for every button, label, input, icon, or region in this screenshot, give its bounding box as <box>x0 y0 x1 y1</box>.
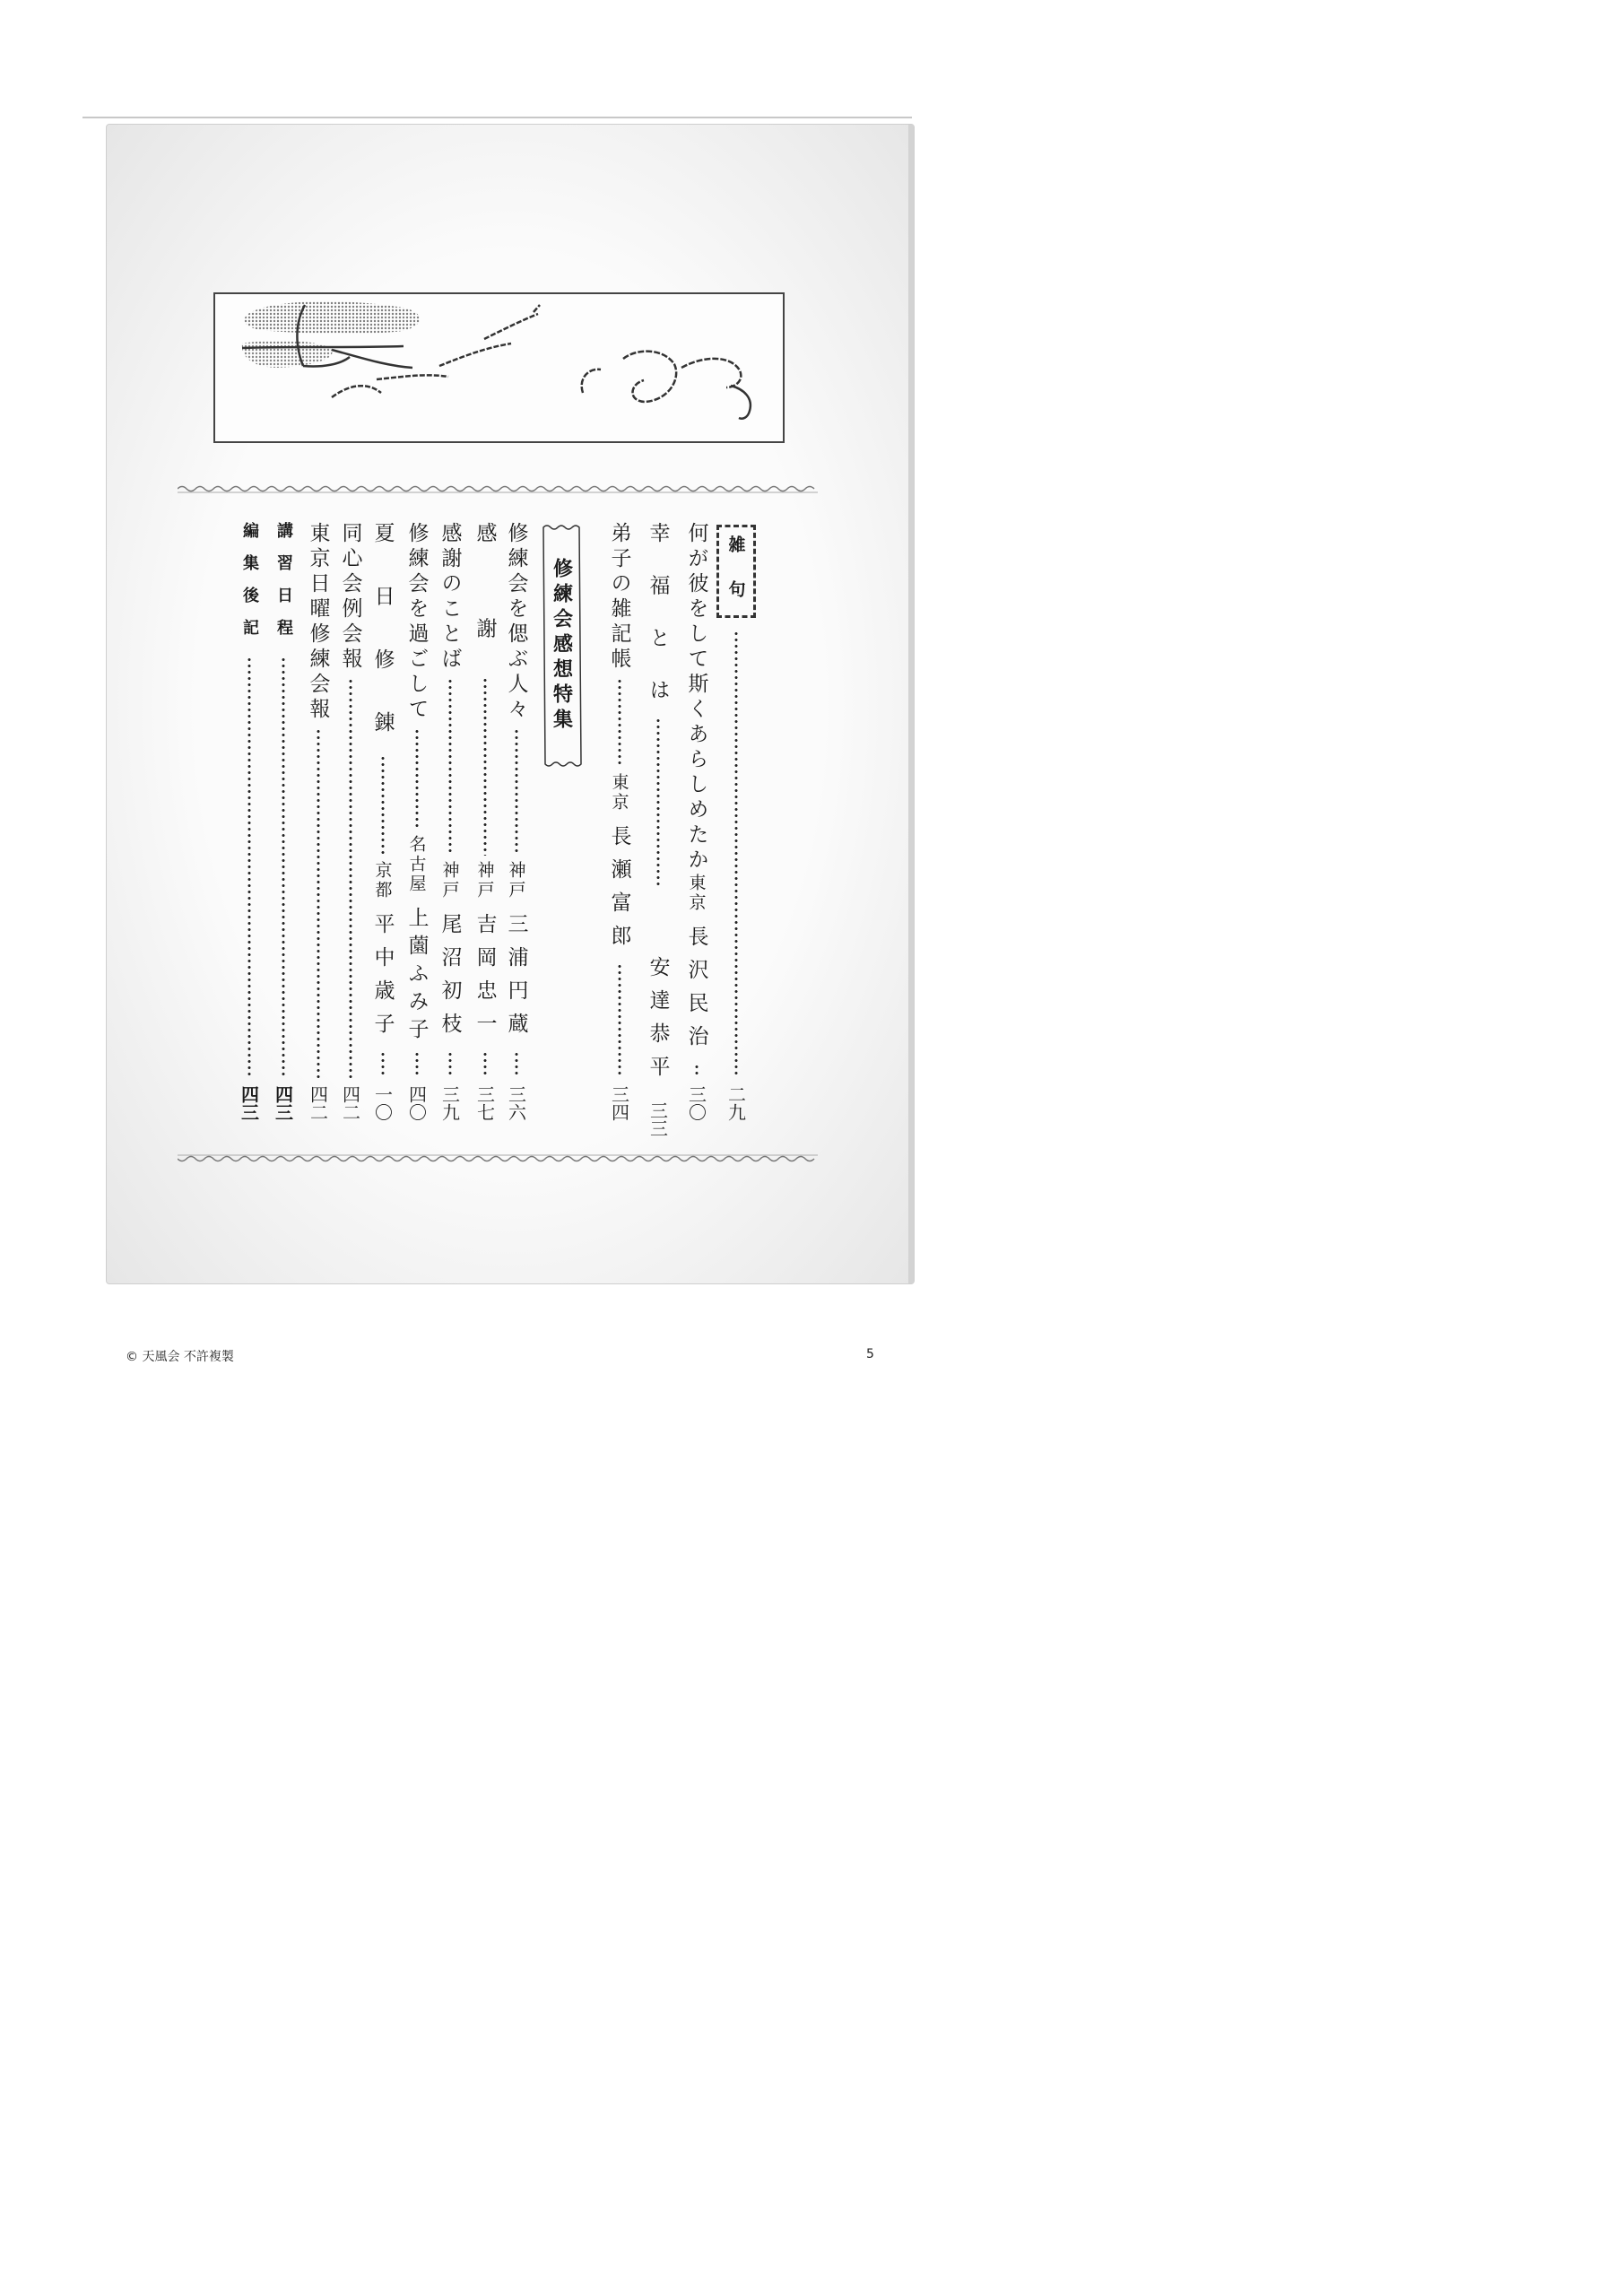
entry-author: 長沢民治 <box>684 926 708 1058</box>
page-number: 三〇 <box>685 1085 707 1121</box>
entry-title: 修練会を偲ぶ人々 <box>504 522 528 723</box>
toc-entry[interactable] <box>233 522 265 1121</box>
toc-entry[interactable] <box>469 522 501 1121</box>
entry-title: 何が彼をして斯くあらしめたか <box>684 522 708 874</box>
leader-dots <box>434 678 466 856</box>
entry-title: 東京日曜修練会報 <box>306 522 330 723</box>
leader-dots <box>233 657 265 1078</box>
wavy-rule-top <box>178 483 818 494</box>
section-label-text: 雑 句 <box>725 535 746 608</box>
entry-city: 神戸 <box>506 861 526 900</box>
entry-city: 名古屋 <box>406 835 427 894</box>
leader-dots <box>603 963 636 1078</box>
entry-author: 上薗ふみ子 <box>404 907 429 1046</box>
copyright-footer: © 天風会 不許複製 <box>126 1350 234 1364</box>
section-label-tokushu <box>536 522 586 770</box>
toc-entry[interactable] <box>500 522 533 1121</box>
page-top-rule <box>82 117 912 118</box>
toc-entry[interactable] <box>434 522 466 1121</box>
leader-dots <box>401 1051 433 1078</box>
leader-dots <box>367 1051 399 1078</box>
page-edge-shadow <box>908 125 914 1283</box>
page-number: 三三 <box>647 1100 669 1137</box>
leader-dots <box>500 728 533 856</box>
entry-author: 尾沼初枝 <box>438 913 462 1046</box>
page-number: 二九 <box>725 1085 747 1121</box>
toc-entry[interactable] <box>367 522 399 1121</box>
page-number: 四二 <box>307 1085 329 1121</box>
page-number: 三六 <box>505 1085 527 1121</box>
section-label-text: 修練会感想特集 <box>550 558 573 734</box>
leader-dots <box>603 678 636 768</box>
leader-dots <box>469 1051 501 1078</box>
entry-title: 感謝のことば <box>438 522 462 673</box>
entry-title: 弟子の雑記帳 <box>607 522 631 673</box>
entry-title: 修練会を過ごして <box>404 522 429 723</box>
entry-city: 神戸 <box>474 861 495 900</box>
entry-city: 東京 <box>609 773 629 813</box>
page-number: 一〇 <box>371 1085 394 1121</box>
brush-stroke <box>731 386 751 419</box>
page-number: 三七 <box>473 1085 496 1121</box>
hill-shade <box>242 340 333 368</box>
page-number-footer: 5 <box>866 1347 874 1361</box>
leader-dots <box>500 1051 533 1078</box>
page-number: 四三 <box>272 1085 294 1121</box>
entry-author: 安達恭平 <box>646 955 670 1089</box>
toc-entry[interactable] <box>642 522 674 1137</box>
entry-author: 吉岡忠一 <box>473 913 497 1046</box>
leader-dots <box>469 677 501 856</box>
toc-entry[interactable] <box>401 522 433 1121</box>
leader-dots <box>302 728 334 1078</box>
entry-author: 長瀬富郎 <box>607 825 631 958</box>
cloud-shade <box>245 301 421 334</box>
page-number: 三四 <box>608 1085 630 1121</box>
entry-title: 編集後記 <box>240 522 259 651</box>
leader-dots <box>267 657 299 1078</box>
leader-dots <box>434 1051 466 1078</box>
section-label-zakku <box>716 525 756 618</box>
leader-dots <box>681 1064 713 1078</box>
page-number: 三九 <box>438 1085 461 1121</box>
leader-dots <box>401 728 433 830</box>
leader-dots <box>720 631 752 1078</box>
title-illustration <box>213 292 785 443</box>
entry-title: 夏 日 修 錬 <box>370 522 395 750</box>
brush-landscape-illustration <box>215 294 785 443</box>
toc-entry-zakku[interactable] <box>720 625 752 1121</box>
entry-title: 講習日程 <box>274 522 293 651</box>
entry-title: 幸 福 と は <box>646 522 670 712</box>
page-number: 四三 <box>238 1085 260 1121</box>
entry-city: 神戸 <box>439 861 460 900</box>
page-number: 四〇 <box>405 1085 428 1121</box>
entry-author: 平中歳子 <box>370 913 395 1046</box>
entry-city: 京都 <box>372 861 393 900</box>
toc-entry[interactable] <box>681 522 713 1121</box>
leader-dots <box>334 678 367 1078</box>
page-number: 四二 <box>339 1085 361 1121</box>
toc-entry[interactable] <box>302 522 334 1121</box>
entry-author: 三浦円蔵 <box>504 913 528 1046</box>
entry-title: 感 謝 <box>473 522 497 673</box>
wavy-rule-bottom <box>178 1153 818 1164</box>
toc-entry[interactable] <box>603 522 636 1121</box>
entry-city: 東京 <box>686 874 707 913</box>
brush-stroke <box>582 352 742 402</box>
toc-entry[interactable] <box>267 522 299 1121</box>
entry-title: 同心会例会報 <box>338 522 362 673</box>
leader-dots <box>367 755 399 856</box>
leader-dots <box>642 718 674 888</box>
toc-entry[interactable] <box>334 522 367 1121</box>
